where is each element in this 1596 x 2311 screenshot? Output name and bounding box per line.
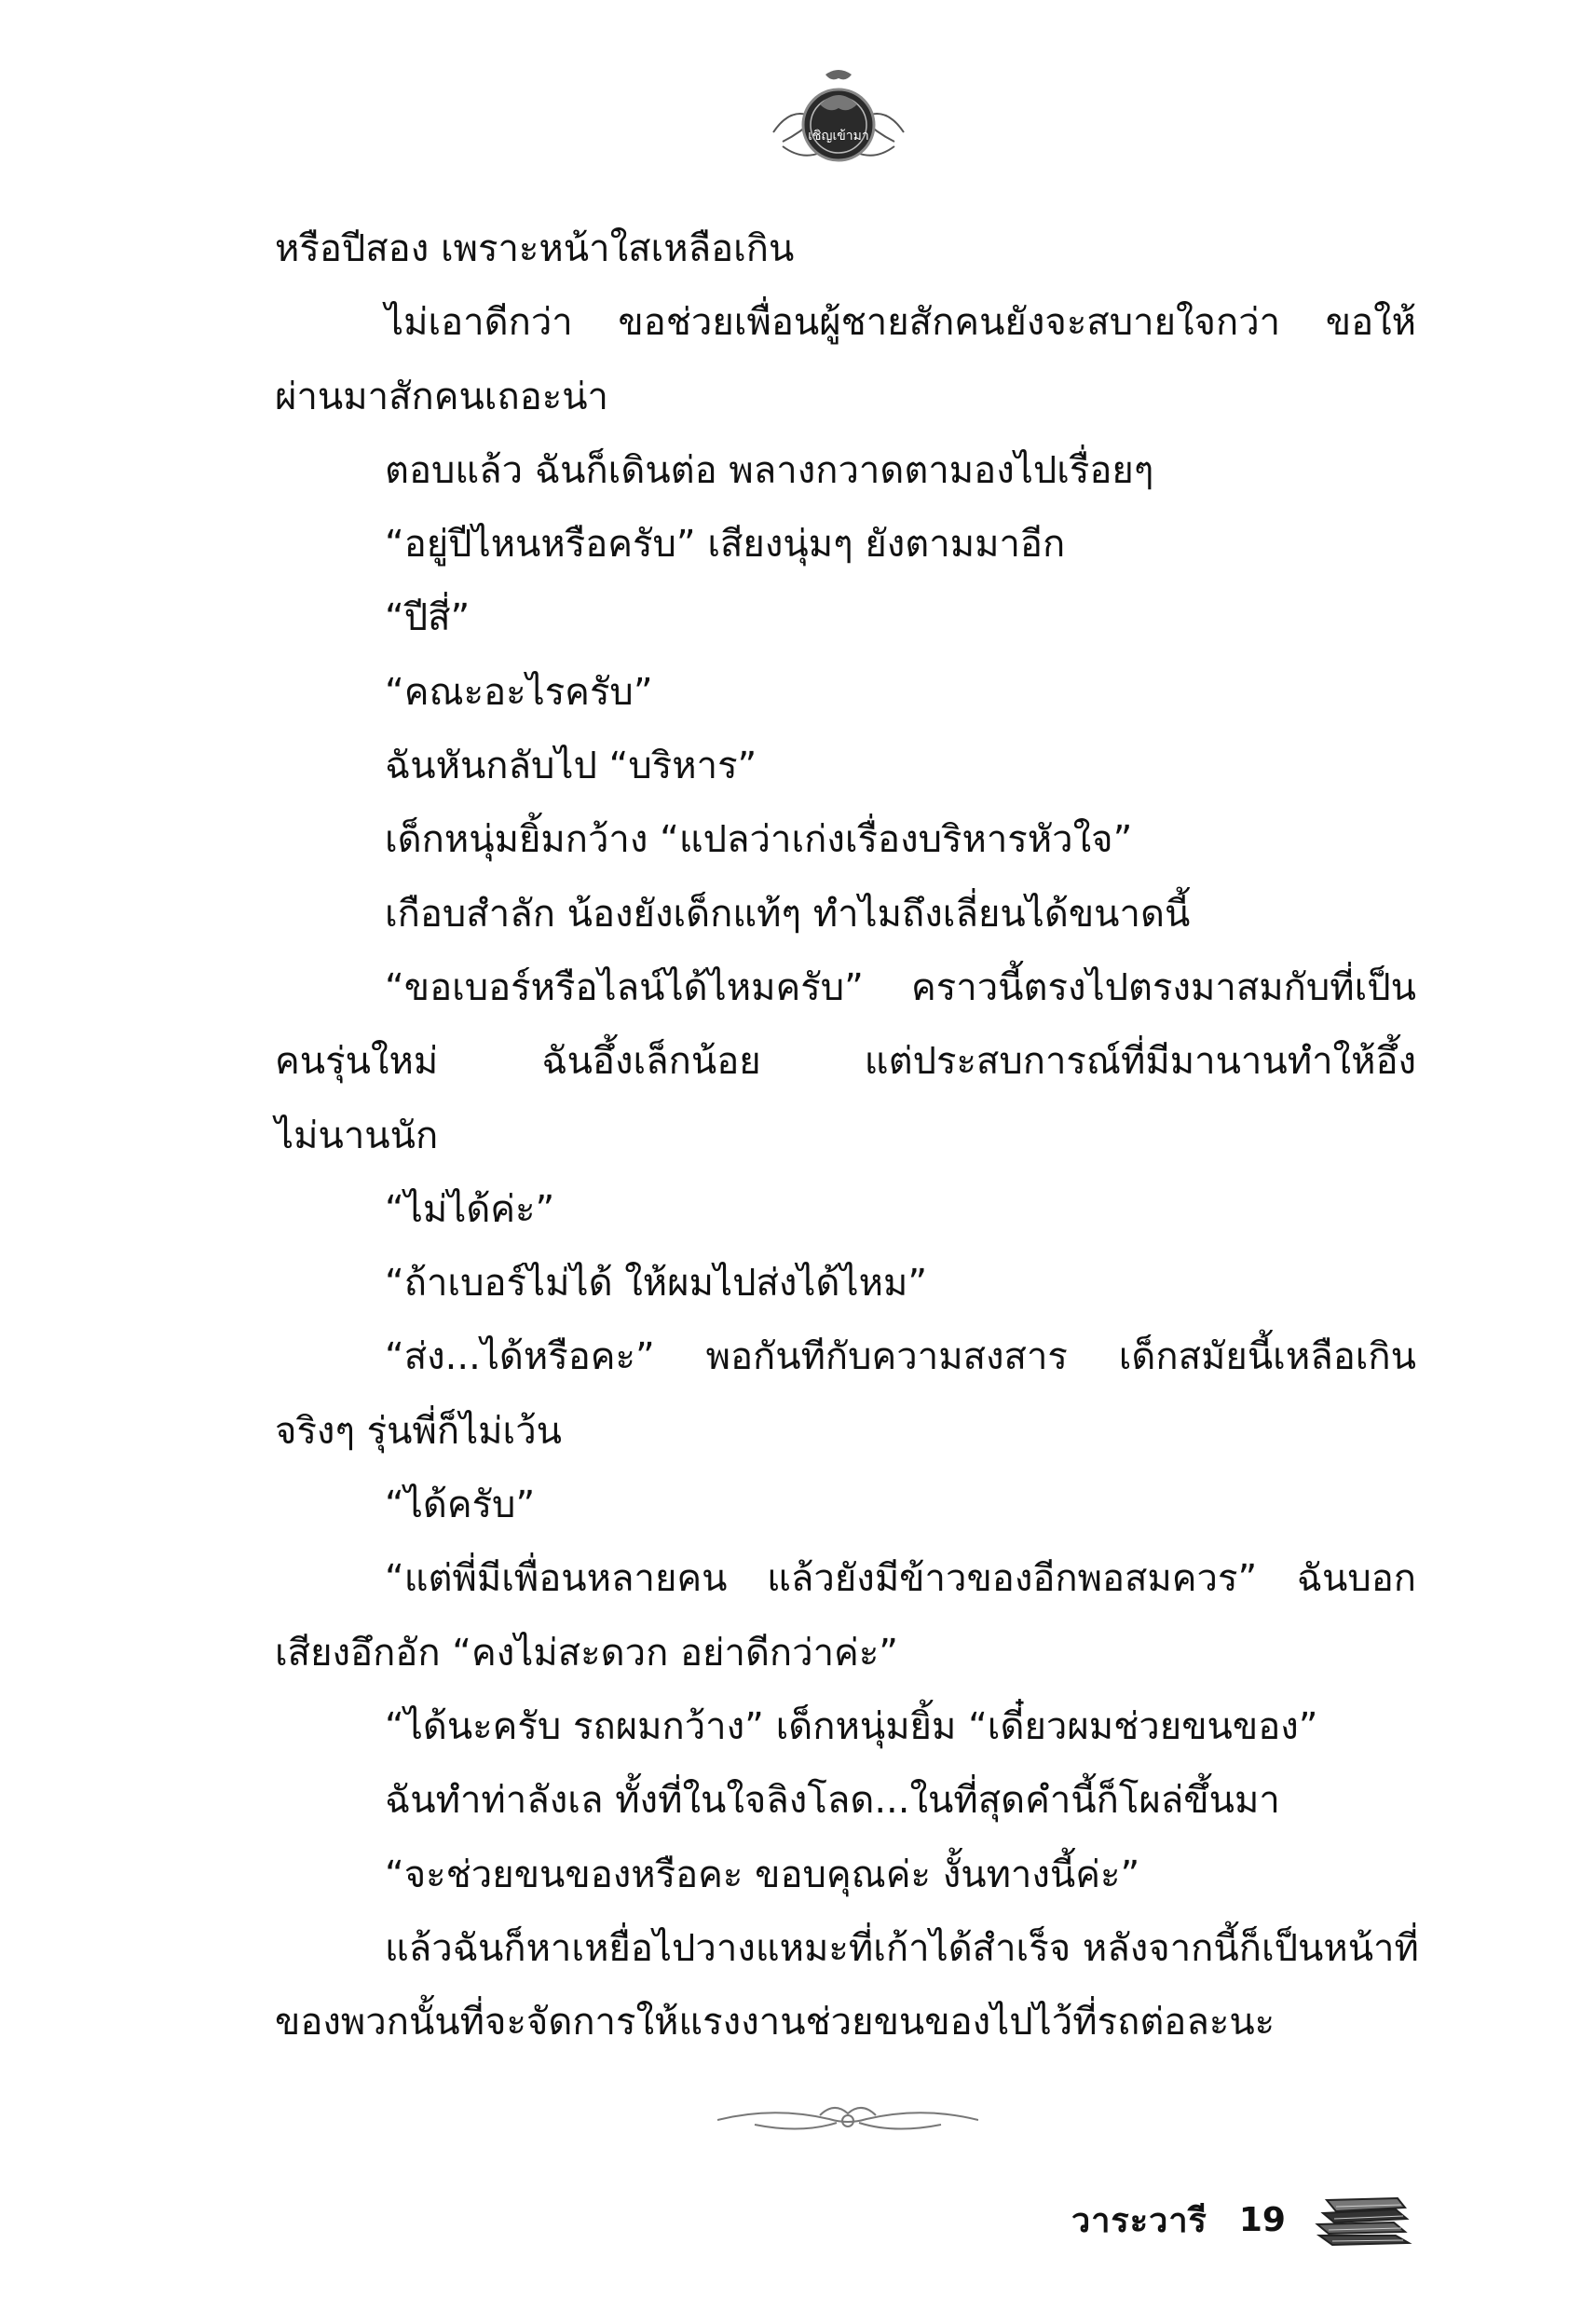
text-line: “ไม่ได้ค่ะ”: [385, 1187, 555, 1231]
text-line: “ขอเบอร์หรือไลน์ได้ไหมครับ” คราวนี้ตรงไปตรงมาสมกับที่เป็น: [385, 965, 1416, 1009]
chapter-emblem-icon: [764, 67, 913, 179]
book-title: วาระวารี: [1071, 2201, 1207, 2240]
text-line: “จะช่วยขนของหรือคะ ขอบคุณค่ะ งั้นทางนี้ค่ะ”: [385, 1853, 1140, 1896]
text-line: หรือปีสอง เพราะหน้าใสเหลือเกิน: [275, 227, 795, 270]
text-line: “อยู่ปีไหนหรือครับ” เสียงนุ่มๆ ยังตามมาอีก: [385, 523, 1066, 567]
text-line: “ได้ครับ”: [385, 1484, 536, 1527]
text-line: คนรุ่นใหม่ ฉันอึ้งเล็กน้อย แต่ประสบการณ์ที่มีมานานทำให้อึ้ง: [275, 1040, 1416, 1084]
text-line: ไม่นานนัก: [275, 1114, 439, 1157]
text-line: ผ่านมาสักคนเถอะน่า: [275, 375, 609, 418]
text-line: “ส่ง...ได้หรือคะ” พอกันทีกับความสงสาร เด็กสมัยนี้เหลือเกิน: [385, 1335, 1416, 1379]
text-line: เกือบสำลัก น้องยังเด็กแท้ๆ ทำไมถึงเลี่ยนได้ขนาดนี้: [385, 892, 1191, 936]
page-number: 19: [1238, 2200, 1286, 2239]
text-line: “ถ้าเบอร์ไม่ได้ ให้ผมไปส่งได้ไหม”: [385, 1262, 928, 1306]
text-line: ฉันทำท่าลังเล ทั้งที่ในใจลิงโลด...ในที่สุดคำนี้ก็โผล่ขึ้นมา: [385, 1779, 1280, 1823]
text-line: ไม่เอาดีกว่า ขอช่วยเพื่อนผู้ชายสักคนยังจะสบายใจกว่า ขอให้: [385, 301, 1416, 345]
page-footer: [1071, 2182, 1414, 2257]
text-line: ของพวกนั้นที่จะจัดการให้แรงงานช่วยขนของไปไว้ที่รถต่อละนะ: [275, 2001, 1275, 2044]
text-line: เสียงอึกอัก “คงไม่สะดวก อย่าดีกว่าค่ะ”: [275, 1631, 899, 1675]
text-line: เด็กหนุ่มยิ้มกว้าง “แปลว่าเก่งเรื่องบริหารหัวใจ”: [385, 818, 1133, 862]
story-text: [275, 212, 1419, 2059]
emblem-text: เชิญเข้ามา: [808, 129, 869, 144]
ornament-divider-icon: [717, 2097, 978, 2143]
book-stack-icon: [1312, 2187, 1414, 2252]
text-line: ฉันหันกลับไป “บริหาร”: [385, 745, 757, 788]
text-line: “ได้นะครับ รถผมกว้าง” เด็กหนุ่มยิ้ม “เดี๋ยวผมช่วยขนของ”: [385, 1704, 1318, 1748]
text-line: ตอบแล้ว ฉันก็เดินต่อ พลางกวาดตามองไปเรื่อยๆ: [385, 448, 1154, 492]
text-line: จริงๆ รุ่นพี่ก็ไม่เว้น: [275, 1409, 563, 1453]
text-line: “แต่พี่มีเพื่อนหลายคน แล้วยังมีข้าวของอีกพอสมควร” ฉันบอก: [385, 1557, 1416, 1601]
text-line: “ปีสี่”: [385, 596, 471, 640]
text-line: แล้วฉันก็หาเหยื่อไปวางแหมะที่เก้าได้สำเร็จ หลังจากนี้ก็เป็นหน้าที่: [385, 1926, 1419, 1970]
text-line: “คณะอะไรครับ”: [385, 670, 653, 714]
